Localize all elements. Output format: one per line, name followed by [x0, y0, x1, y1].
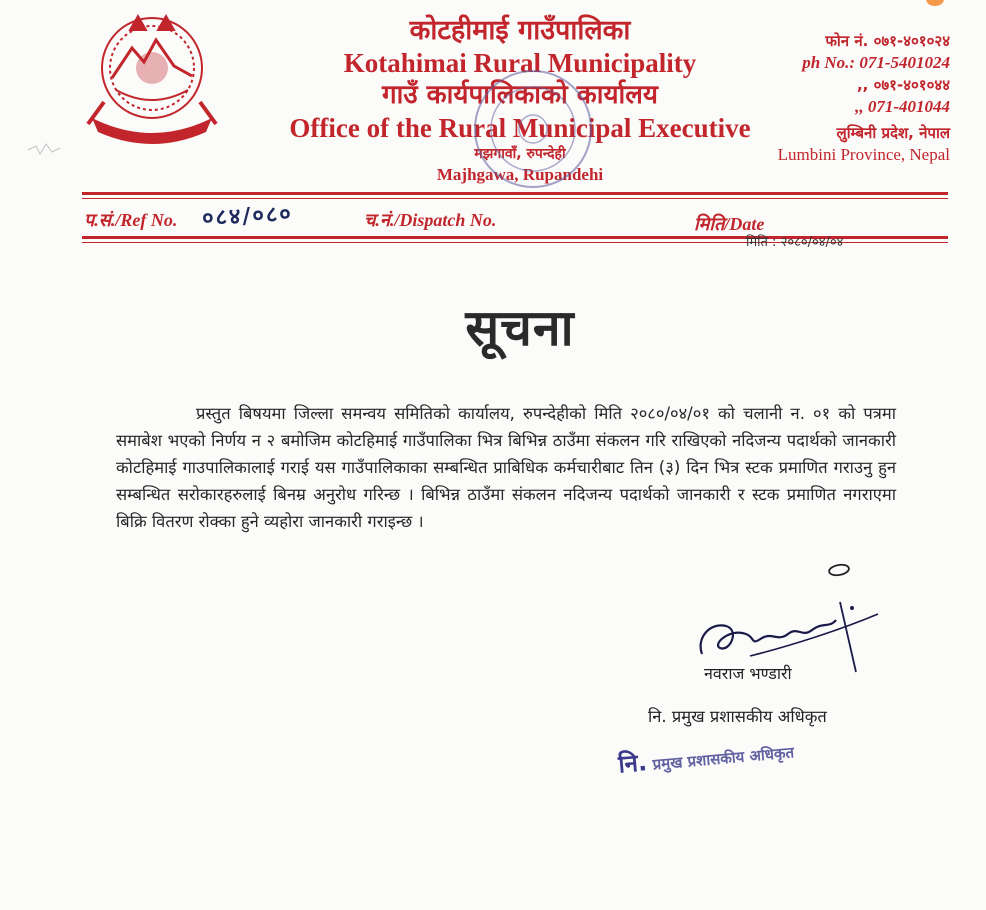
municipality-name-en: Kotahimai Rural Municipality [343, 48, 697, 78]
office-seal-icon [470, 66, 596, 192]
nepal-emblem-icon [82, 6, 222, 146]
notice-title: सूचना [465, 299, 575, 357]
scan-dot-icon [926, 0, 944, 6]
scan-smudge-icon [26, 140, 66, 162]
stamp-lead: नि. [617, 748, 649, 779]
ref-no-label: प.सं./Ref No. [84, 210, 178, 230]
ref-no-value: ०८४/०८० [201, 201, 294, 232]
phone-en: ph No.: 071-5401024 [802, 53, 950, 72]
contact-block [778, 30, 950, 166]
reference-line [84, 201, 946, 250]
dispatch-no-label: च.नं./Dispatch No. [364, 210, 497, 230]
date-label: मिति/Date [694, 214, 765, 234]
phone2-en: ,, 071-401044 [855, 97, 950, 116]
designation-stamp [617, 732, 795, 780]
office-name-np: गाउँ कार्यपालिकाको कार्यालय [382, 80, 658, 110]
phone-np: फोन नं. ०७१-४०१०२४ [825, 32, 950, 50]
province-np: लुम्बिनी प्रदेश, नेपाल [836, 124, 950, 142]
signer-designation: नि. प्रमुख प्रशासकीय अधिकृत [648, 707, 827, 726]
office-name-en: Office of the Rural Municipal Executive [289, 113, 751, 143]
municipality-name-np: कोटहीमाई गाउँपालिका [409, 15, 631, 46]
place-en: Majhgawa, Rupandehi [436, 165, 604, 184]
notice-body: प्रस्तुत बिषयमा जिल्ला समन्वय समितिको कार्यालय, रुपन्देहीको मिति २०८०/०४/०१ को चलानी न. ०१ को पत्रमा समाबेश भएको निर्णय न २ बमोजिम कोटहिमाई गाउँपालिका भित्र बिभिन्न ठाउँमा संकलन गरि राखिएको नदिजन्य पदार्थको जानकारी कोटहिमाई गाउपालिकालाई गराई यस गाउँपालिकाका सम्बन्धित प्राबिधिक कर्मचारीबाट तिन (३) दिन भित्र स्टक प्रमाणित गराउनु हुन सम्बन्धित सरोकारहरुलाई बिनम्र अनुरोध गरिन्छ । बिभिन्न ठाउँमा संकलन नदिजन्य पदार्थको जानकारी र स्टक प्रमाणित नगराएमा बिक्रि वितरण रोक्का हुने व्यहोरा जानकारी गराइन्छ । [116, 404, 896, 531]
handwritten-mark-icon [826, 562, 852, 578]
divider-top [82, 192, 948, 195]
province-en: Lumbini Province, Nepal [777, 145, 950, 164]
date-value: मिति : २०८०/०४/०४ [746, 235, 844, 250]
signer-name: नवराज भण्डारी [704, 664, 792, 683]
place-np: मझगावाँ, रुपन्देही [474, 146, 566, 162]
stamp-text: प्रमुख प्रशासकीय अधिकृत [651, 743, 795, 774]
divider-top-thin [82, 198, 948, 199]
phone2-np: ,, ०७१-४०१०४४ [856, 76, 950, 94]
